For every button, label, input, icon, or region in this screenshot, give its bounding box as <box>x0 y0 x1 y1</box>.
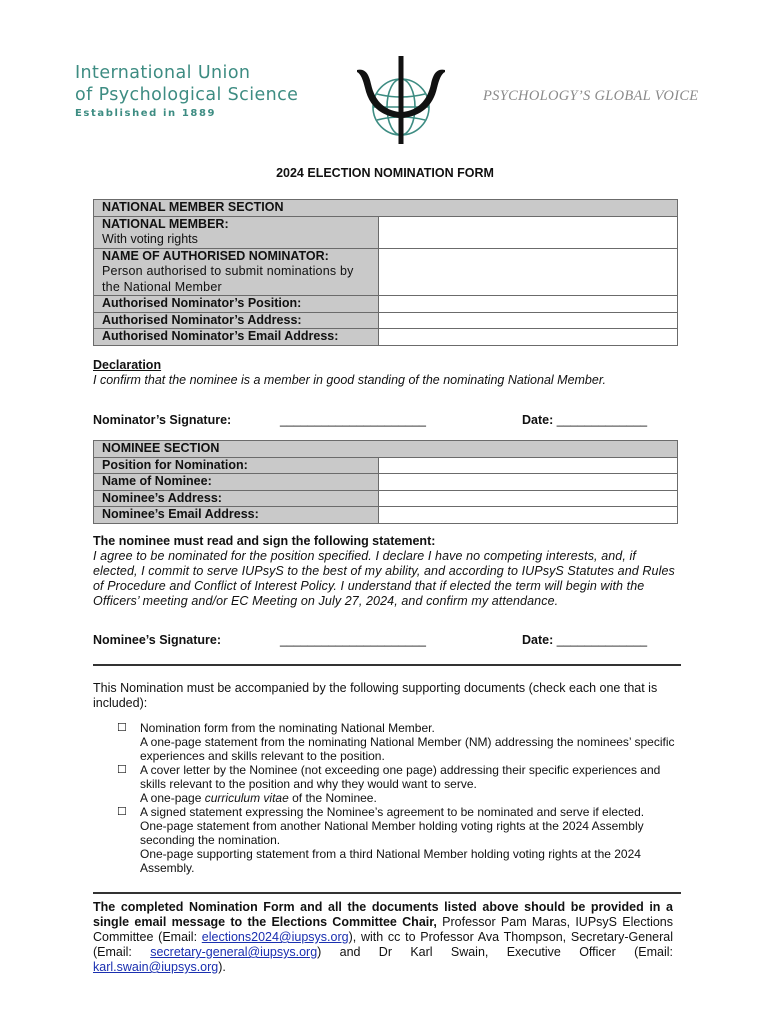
nominator-signature-label: Nominator’s Signature: <box>93 413 232 427</box>
list-item <box>117 721 687 763</box>
nominee-email-label: Nominee’s Email Address: <box>94 507 379 524</box>
nominee-section-heading: NOMINEE SECTION <box>94 441 678 458</box>
table-row <box>94 200 678 217</box>
declaration-text: I confirm that the nominee is a member in good standing of the nominating National Member. <box>93 373 607 387</box>
org-name-line-1: International Union <box>75 63 251 83</box>
closing-text-1: Professor Pam Maras, IUPsyS Elections Committee (Email: <box>93 915 673 944</box>
nominator-signature-line[interactable]: _____________________ <box>280 413 426 427</box>
document-header <box>0 0 770 160</box>
table-row <box>94 329 678 346</box>
nominee-position-field[interactable] <box>379 457 678 474</box>
nominator-name-field[interactable] <box>379 248 678 296</box>
nominee-email-field[interactable] <box>379 507 678 524</box>
nominee-signature-line[interactable]: _____________________ <box>280 633 426 647</box>
table-row <box>94 296 678 313</box>
nominee-date-label: Date: <box>522 633 554 647</box>
closing-text-3: ) and Dr Karl Swain, Executive Officer (Email: <box>317 945 673 959</box>
nominee-address-field[interactable] <box>379 490 678 507</box>
document-item-extra <box>140 791 687 805</box>
table-row <box>94 490 678 507</box>
nominator-name-sublabel: Person authorised to submit nominations by the National Member <box>102 264 354 294</box>
divider <box>93 664 681 666</box>
cv-text-post: of the Nominee. <box>288 791 377 805</box>
table-row <box>94 474 678 491</box>
nominator-name-label: NAME OF AUTHORISED NOMINATOR: <box>102 248 329 263</box>
closing-bold: The completed Nomination Form and all the documents listed above should be provided in a single email message to the Elections Committee Chair, <box>93 900 673 929</box>
closing-paragraph <box>93 900 673 975</box>
nominator-address-field[interactable] <box>379 312 678 329</box>
nominee-position-label: Position for Nomination: <box>94 457 379 474</box>
nominator-address-label: Authorised Nominator’s Address: <box>94 312 379 329</box>
document-item-extra-2: One-page supporting statement from a third National Member holding voting rights at the 2024 Assembly. <box>140 847 641 875</box>
table-row <box>94 507 678 524</box>
closing-text-2: ), with cc to Professor Ava Thompson, Secretary-General (Email: <box>93 930 673 959</box>
nominator-position-field[interactable] <box>379 296 678 313</box>
nominator-position-label: Authorised Nominator’s Position: <box>94 296 379 313</box>
nominee-name-field[interactable] <box>379 474 678 491</box>
org-name <box>75 62 298 106</box>
motto: PSYCHOLOGY’S GLOBAL VOICE <box>483 88 699 104</box>
nominee-date-line[interactable]: _____________ <box>556 633 648 647</box>
nominator-date-line[interactable]: _____________ <box>556 413 648 427</box>
nominee-statement <box>93 534 681 609</box>
table-row <box>94 312 678 329</box>
declaration <box>93 358 606 388</box>
nominee-table <box>93 440 678 524</box>
document-item-text: Nomination form from the nominating National Member. <box>140 721 435 735</box>
national-member-field[interactable] <box>379 216 678 248</box>
national-member-label-cell <box>94 216 379 248</box>
psi-globe-icon <box>355 52 447 146</box>
nominator-email-label: Authorised Nominator’s Email Address: <box>94 329 379 346</box>
document-item-extra: One-page statement from another National Member holding voting rights at the 2024 Assembly seconding the nomination. <box>140 819 644 847</box>
secretary-email-link[interactable]: secretary-general@iupsys.org <box>150 945 318 959</box>
nominee-name-label: Name of Nominee: <box>94 474 379 491</box>
national-member-table <box>93 199 678 346</box>
list-item <box>117 763 687 805</box>
list-item <box>117 805 687 875</box>
document-item-text: A cover letter by the Nominee (not exceeding one page) addressing their specific experiences and skills relevant to the position and why they would want to serve. <box>140 763 661 791</box>
divider <box>93 892 681 894</box>
closing-text-4: ). <box>218 960 226 974</box>
elections-email-link[interactable]: elections2024@iupsys.org <box>201 930 349 944</box>
checkbox-icon[interactable]: ☐ <box>117 806 127 818</box>
form-title: 2024 ELECTION NOMINATION FORM <box>276 166 494 180</box>
org-name-line-2: of Psychological Science <box>75 85 299 105</box>
statement-heading: The nominee must read and sign the following statement: <box>93 534 436 548</box>
national-member-label: NATIONAL MEMBER: <box>102 216 229 231</box>
declaration-heading: Declaration <box>93 358 162 372</box>
table-row <box>94 248 678 296</box>
nominee-address-label: Nominee’s Address: <box>94 490 379 507</box>
statement-text: I agree to be nominated for the position specified. I declare I have no competing interests, and, if elected, I commit to serve IUPsyS to the best of my ability, and according to IUPsyS Statutes and Rules of Procedure and Conflict of Interest Policy. I understand that if elected the term will begin with the Officers’ meeting and/or EC Meeting on July 27, 2024, and confirm my attendance. <box>93 549 675 608</box>
table-row <box>94 457 678 474</box>
document-item-text: A signed statement expressing the Nominee’s agreement to be nominated and serve if elected. <box>140 805 645 819</box>
nominator-name-label-cell <box>94 248 379 296</box>
established-text: Established in 1889 <box>75 108 217 119</box>
cv-text-italic: curriculum vitae <box>204 791 289 805</box>
nominee-signature-row <box>93 633 678 649</box>
checkbox-icon[interactable]: ☐ <box>117 722 127 734</box>
nominator-date <box>522 413 647 427</box>
national-member-sublabel: With voting rights <box>102 232 198 246</box>
table-row <box>94 441 678 458</box>
checkbox-icon[interactable]: ☐ <box>117 764 127 776</box>
nominee-date <box>522 633 647 647</box>
national-member-section-heading: NATIONAL MEMBER SECTION <box>94 200 678 217</box>
nominator-date-label: Date: <box>522 413 554 427</box>
nominator-email-field[interactable] <box>379 329 678 346</box>
nominator-signature-row <box>93 413 678 429</box>
supporting-intro: This Nomination must be accompanied by the following supporting documents (check each one that is included): <box>93 681 658 710</box>
supporting-documents-list <box>117 721 687 875</box>
executive-email-link[interactable]: karl.swain@iupsys.org <box>93 960 219 974</box>
document-item-extra: A one-page statement from the nominating National Member (NM) addressing the nominees’ specific experiences and skills relevant to the position. <box>140 735 675 763</box>
nominee-signature-label: Nominee’s Signature: <box>93 633 222 647</box>
table-row <box>94 216 678 248</box>
cv-text-pre: A one-page <box>140 791 205 805</box>
